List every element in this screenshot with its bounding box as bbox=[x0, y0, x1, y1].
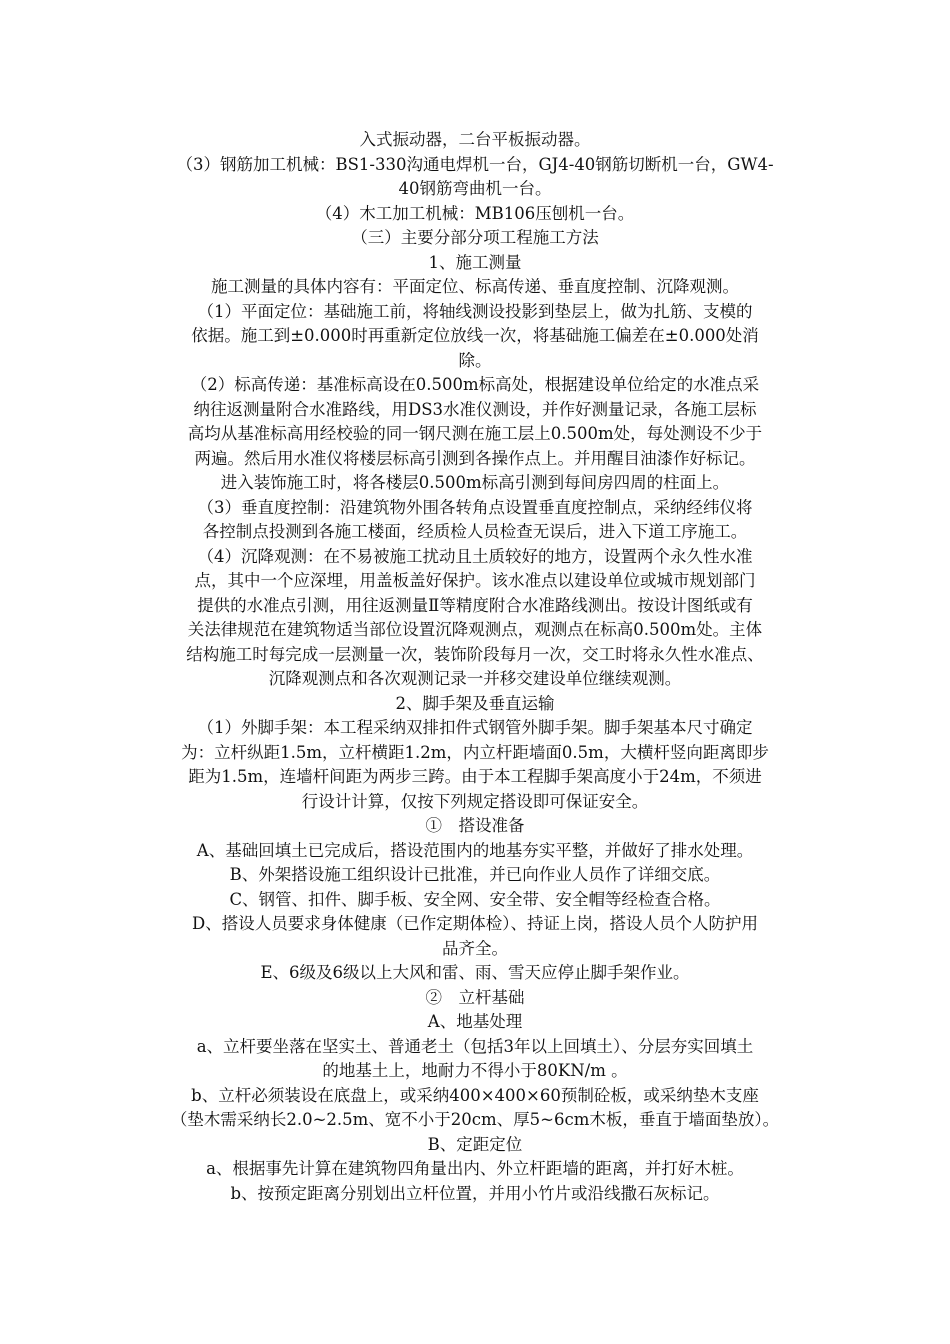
text-line: 提供的水准点引测，用往返测量Ⅱ等精度附合水准路线测出。按设计图纸或有 bbox=[197, 595, 753, 615]
text-line: 40钢筋弯曲机一台。 bbox=[398, 179, 552, 198]
text-line: 的地基土上，地耐力不得小于80KN/m 。 bbox=[322, 1061, 628, 1080]
document-body bbox=[130, 128, 820, 1206]
text-line: 除。 bbox=[458, 350, 492, 370]
text-line: （3）钢筋加工机械：BS1-330沟通电焊机一台，GJ4-40钢筋切断机一台，GW4- bbox=[176, 154, 774, 174]
text-line: C、钢管、扣件、脚手板、安全网、安全带、安全帽等经检查合格。 bbox=[229, 889, 721, 909]
text-line: 入式振动器，二台平板振动器。 bbox=[359, 130, 591, 149]
text-line: （2）标高传递：基准标高设在0.500m标高处，根据建设单位给定的水准点采 bbox=[190, 375, 760, 394]
text-line: 2、脚手架及垂直运输 bbox=[395, 693, 555, 713]
text-line: 进入装饰施工时，将各楼层0.500m标高引测到每间房四周的柱面上。 bbox=[220, 473, 730, 492]
text-line: （垫木需采纳长2.0~2.5m、宽不小于20cm、厚5~6cm木板，垂直于墙面垫放）。 bbox=[170, 1110, 780, 1129]
text-line: B、定距定位 bbox=[427, 1134, 523, 1154]
text-line: E、6级及6级以上大风和雷、雨、雪天应停止脚手架作业。 bbox=[260, 963, 690, 982]
text-line: a、根据事先计算在建筑物四角量出内、外立杆距墙的距离，并打好木桩。 bbox=[206, 1159, 744, 1178]
text-line: （4）沉降观测：在不易被施工扰动且土质较好的地方，设置两个永久性水准 bbox=[197, 546, 753, 566]
text-line: 两遍。然后用水准仪将楼层标高引测到各操作点上。并用醒目油漆作好标记。 bbox=[194, 448, 756, 468]
text-line: ② 立杆基础 bbox=[425, 987, 525, 1007]
text-line: 各控制点投测到各施工楼面，经质检人员检查无误后，进入下道工序施工。 bbox=[202, 522, 748, 541]
text-line: 依据。施工到±0.000时再重新定位放线一次，将基础施工偏差在±0.000处消 bbox=[191, 326, 759, 345]
text-line: 距为1.5m，连墙杆间距为两步三跨。由于本工程脚手架高度小于24m，不须进 bbox=[188, 767, 762, 786]
text-line: b、立杆必须装设在底盘上，或采纳400×400×60预制砼板，或采纳垫木支座 bbox=[191, 1085, 759, 1105]
text-line: 点，其中一个应深埋，用盖板盖好保护。该水准点以建设单位或城市规划部门 bbox=[194, 571, 756, 590]
text-line: 行设计计算，仅按下列规定搭设即可保证安全。 bbox=[301, 791, 649, 811]
text-line: 纳往返测量附合水准路线，用DS3水准仪测设，并作好测量记录，各施工层标 bbox=[193, 399, 757, 419]
text-line: 为：立杆纵距1.5m，立杆横距1.2m，内立杆距墙面0.5m，大横杆竖向距离即步 bbox=[181, 742, 769, 762]
text-line: （3）垂直度控制：沿建筑物外围各转角点设置垂直度控制点，采纳经纬仪将 bbox=[197, 497, 753, 517]
text-line: 高均从基准标高用经校验的同一钢尺测在施工层上0.500m处，每处测设不少于 bbox=[187, 424, 763, 443]
text-line: B、外架搭设施工组织设计已批准，并已向作业人员作了详细交底。 bbox=[229, 865, 721, 884]
text-line: 1、施工测量 bbox=[428, 252, 522, 272]
text-line: 关法律规范在建筑物适当部位设置沉降观测点，观测点在标高0.500m处。主体 bbox=[187, 620, 763, 639]
text-line: 结构施工时每完成一层测量一次，装饰阶段每月一次，交工时将永久性水准点、 bbox=[186, 644, 764, 664]
text-line: 品齐全。 bbox=[442, 938, 508, 958]
text-line: （1）外脚手架：本工程采纳双排扣件式钢管外脚手架。脚手架基本尺寸确定 bbox=[197, 718, 753, 737]
text-line: A、地基处理 bbox=[427, 1012, 523, 1031]
text-line: （三）主要分部分项工程施工方法 bbox=[351, 228, 599, 247]
text-line: a、立杆要坐落在坚实土、普通老土（包括3年以上回填土）、分层夯实回填土 bbox=[196, 1036, 754, 1056]
text-line: D、搭设人员要求身体健康（已作定期体检）、持证上岗，搭设人员个人防护用 bbox=[192, 914, 758, 933]
text-line: A、基础回填土已完成后，搭设范围内的地基夯实平整，并做好了排水处理。 bbox=[196, 840, 754, 860]
text-line: 沉降观测点和各次观测记录一并移交建设单位继续观测。 bbox=[268, 669, 682, 688]
text-line: b、按预定距离分别划出立杆位置，并用小竹片或沿线撒石灰标记。 bbox=[230, 1183, 720, 1203]
text-line: 施工测量的具体内容有：平面定位、标高传递、垂直度控制、沉降观测。 bbox=[211, 277, 739, 296]
text-line: （4）木工加工机械：MB106压刨机一台。 bbox=[315, 203, 635, 223]
text-line: ① 搭设准备 bbox=[425, 816, 525, 835]
text-line: （1）平面定位：基础施工前，将轴线测设投影到垫层上，做为扎筋、支模的 bbox=[197, 301, 753, 321]
